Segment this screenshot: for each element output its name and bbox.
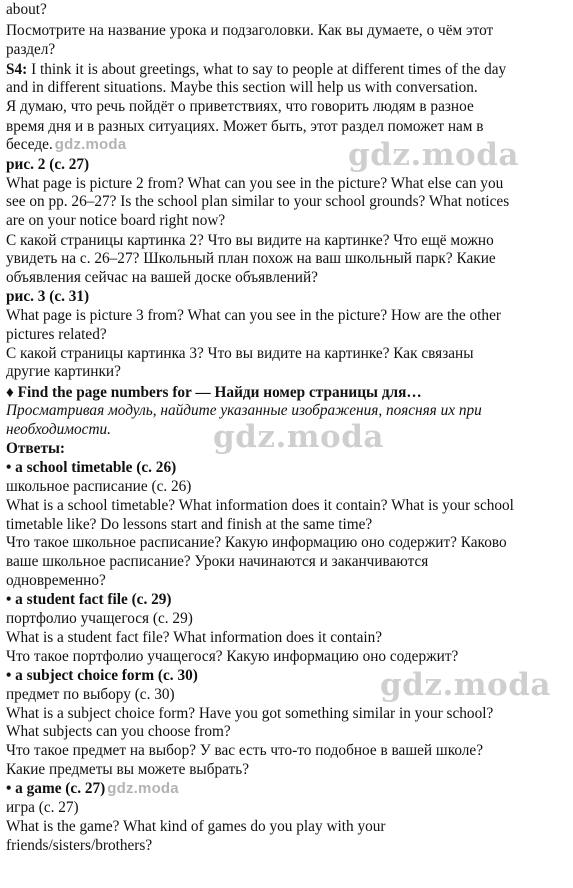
- text-line: Какие предметы вы можете выбрать?: [6, 761, 249, 778]
- text-line: Посмотрите на название урока и подзаголовки. Как вы думаете, о чём этот: [6, 22, 494, 39]
- watermark-small: gdz.moda: [54, 136, 127, 153]
- text-line: время дня и в разных ситуациях. Может быть, этот раздел поможет нам в: [6, 118, 484, 135]
- text-line: ваше школьное расписание? Уроки начинаются и заканчиваются: [6, 553, 429, 570]
- answer-item-heading: • a student fact file (с. 29): [6, 591, 172, 608]
- text-line: What is the game? What kind of games do you play with your: [6, 818, 386, 835]
- task-instruction: Просматривая модуль, найдите указанные изображения, поясняя их при: [6, 402, 482, 419]
- text-line: and in different situations. Maybe this section will help us with conversation.: [6, 79, 478, 96]
- text-line: Я думаю, что речь пойдёт о приветствиях, что говорить людям в разное: [6, 98, 474, 115]
- answer-item-heading: • a game (с. 27): [6, 780, 106, 797]
- task-instruction: необходимости.: [6, 421, 111, 438]
- section-heading: рис. 3 (с. 31): [6, 288, 90, 305]
- text-line-with-watermark: [6, 135, 126, 154]
- text-line: What page is picture 2 from? What can you see in the picture? What else can you: [6, 175, 504, 192]
- text-line: раздел?: [6, 41, 56, 58]
- text-line: friends/sisters/brothers?: [6, 837, 153, 854]
- text-line: Что такое портфолио учащегося? Какую информацию оно содержит?: [6, 648, 459, 665]
- text-line: What is a subject choice form? Have you got something similar in your school?: [6, 705, 494, 722]
- answer-item-heading: • a school timetable (с. 26): [6, 459, 177, 476]
- text-line: timetable like? Do lessons start and finish at the same time?: [6, 516, 373, 533]
- watermark-small: gdz.moda: [107, 780, 179, 797]
- text-line: С какой страницы картинка 3? Что вы видите на картинке? Как связаны: [6, 345, 474, 362]
- text-line: предмет по выбору (с. 30): [6, 686, 175, 703]
- text-line: Что такое школьное расписание? Какую информацию оно содержит? Каково: [6, 534, 507, 551]
- text-line: see on pp. 26–27? Is the school plan similar to your school grounds? What notices: [6, 193, 510, 210]
- text-line: What is a student fact file? What information does it contain?: [6, 629, 383, 646]
- text-line: одновременно?: [6, 572, 106, 589]
- text-line: What page is picture 3 from? What can you see in the picture? How are the other: [6, 307, 501, 324]
- watermark-large: gdz.moda: [380, 667, 551, 703]
- task-heading: ♦ Find the page numbers for — Найди номер страницы для…: [6, 384, 422, 401]
- text-line: портфолио учащегося (с. 29): [6, 610, 193, 627]
- text-line: увидеть на с. 26–27? Школьный план похож на ваш школьный парк? Какие: [6, 250, 496, 267]
- text-line: What is a school timetable? What information does it contain? What is your school: [6, 497, 514, 514]
- text-line: игра (с. 27): [6, 799, 79, 816]
- text-line: объявления сейчас на вашей доске объявлений?: [6, 269, 318, 286]
- text-line: беседе.: [6, 136, 53, 153]
- answer-item-heading-with-watermark: [6, 779, 179, 798]
- speaker-label: S4:: [6, 61, 28, 78]
- watermark-large: gdz.moda: [348, 137, 519, 173]
- answer-item-heading: • a subject choice form (с. 30): [6, 667, 198, 684]
- text-line: Что такое предмет на выбор? У вас есть что-то подобное в вашей школе?: [6, 742, 484, 759]
- watermark-large: gdz.moda: [213, 419, 384, 455]
- speaker-line: [6, 60, 506, 79]
- text-line: pictures related?: [6, 326, 107, 343]
- text-line: about?: [6, 1, 47, 18]
- text-line: другие картинки?: [6, 363, 121, 380]
- text-line: С какой страницы картинка 2? Что вы видите на картинке? Что ещё можно: [6, 232, 494, 249]
- text-line: What subjects can you choose from?: [6, 723, 231, 740]
- text-line: I think it is about greetings, what to say to people at different times of the day: [31, 61, 507, 78]
- text-line: are on your notice board right now?: [6, 212, 226, 229]
- text-line: школьное расписание (с. 26): [6, 478, 192, 495]
- section-heading: рис. 2 (с. 27): [6, 156, 90, 173]
- answers-heading: Ответы:: [6, 440, 66, 457]
